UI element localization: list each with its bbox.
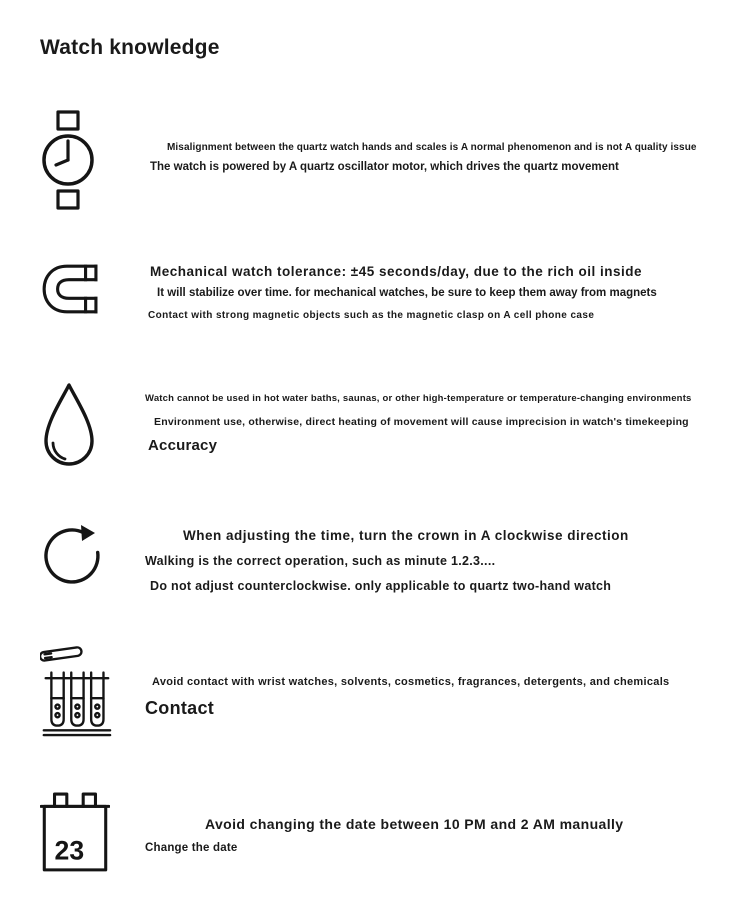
temperature-env-text: Environment use, otherwise, direct heating of movement will cause imprecision in watch's timekeeping xyxy=(154,415,689,428)
date-avoid-text: Avoid changing the date between 10 PM and 2 AM manually xyxy=(205,816,624,832)
calendar-day-text: 23 xyxy=(54,835,85,866)
water-drop-icon xyxy=(40,380,98,474)
magnet-icon xyxy=(40,262,98,316)
accuracy-heading: Accuracy xyxy=(148,436,218,454)
contact-heading: Contact xyxy=(145,697,215,718)
chemicals-avoid-text: Avoid contact with wrist watches, solvents, cosmetics, fragrances, detergents, and chemicals xyxy=(152,676,670,688)
calendar-icon xyxy=(40,790,110,876)
quartz-note-text: Misalignment between the quartz watch hands and scales is A normal phenomenon and is not A quality issue xyxy=(167,142,697,153)
crown-walking-text: Walking is the correct operation, such as minute 1.2.3.... xyxy=(145,553,496,568)
magnet-contact-text: Contact with strong magnetic objects such as the magnetic clasp on A cell phone case xyxy=(148,309,595,321)
magnet-text-block xyxy=(145,264,657,321)
change-date-heading: Change the date xyxy=(145,842,238,855)
page-title: Watch knowledge xyxy=(40,36,220,59)
watch-icon xyxy=(40,110,96,210)
quartz-desc-text: The watch is powered by A quartz oscillator motor, which drives the quartz movement xyxy=(150,160,619,173)
crown-clockwise-text: When adjusting the time, turn the crown in A clockwise direction xyxy=(183,528,629,543)
crown-counterclockwise-text: Do not adjust counterclockwise. only applicable to quartz two-hand watch xyxy=(150,578,612,593)
magnet-stabilize-text: It will stabilize over time. for mechanical watches, be sure to keep them away from magnets xyxy=(157,286,657,299)
crown-text-block xyxy=(145,528,629,593)
chemicals-text-block xyxy=(145,676,669,718)
temperature-text-block xyxy=(145,394,692,454)
test-tubes-icon xyxy=(40,643,112,740)
date-text-block xyxy=(145,816,623,855)
temperature-warning-text: Watch cannot be used in hot water baths, saunas, or other high-temperature or temperature-changing environments xyxy=(145,393,692,404)
magnet-tolerance-text: Mechanical watch tolerance: ±45 seconds/day, due to the rich oil inside xyxy=(150,264,643,279)
clockwise-arrow-icon xyxy=(40,520,104,588)
quartz-text-block xyxy=(145,142,697,174)
